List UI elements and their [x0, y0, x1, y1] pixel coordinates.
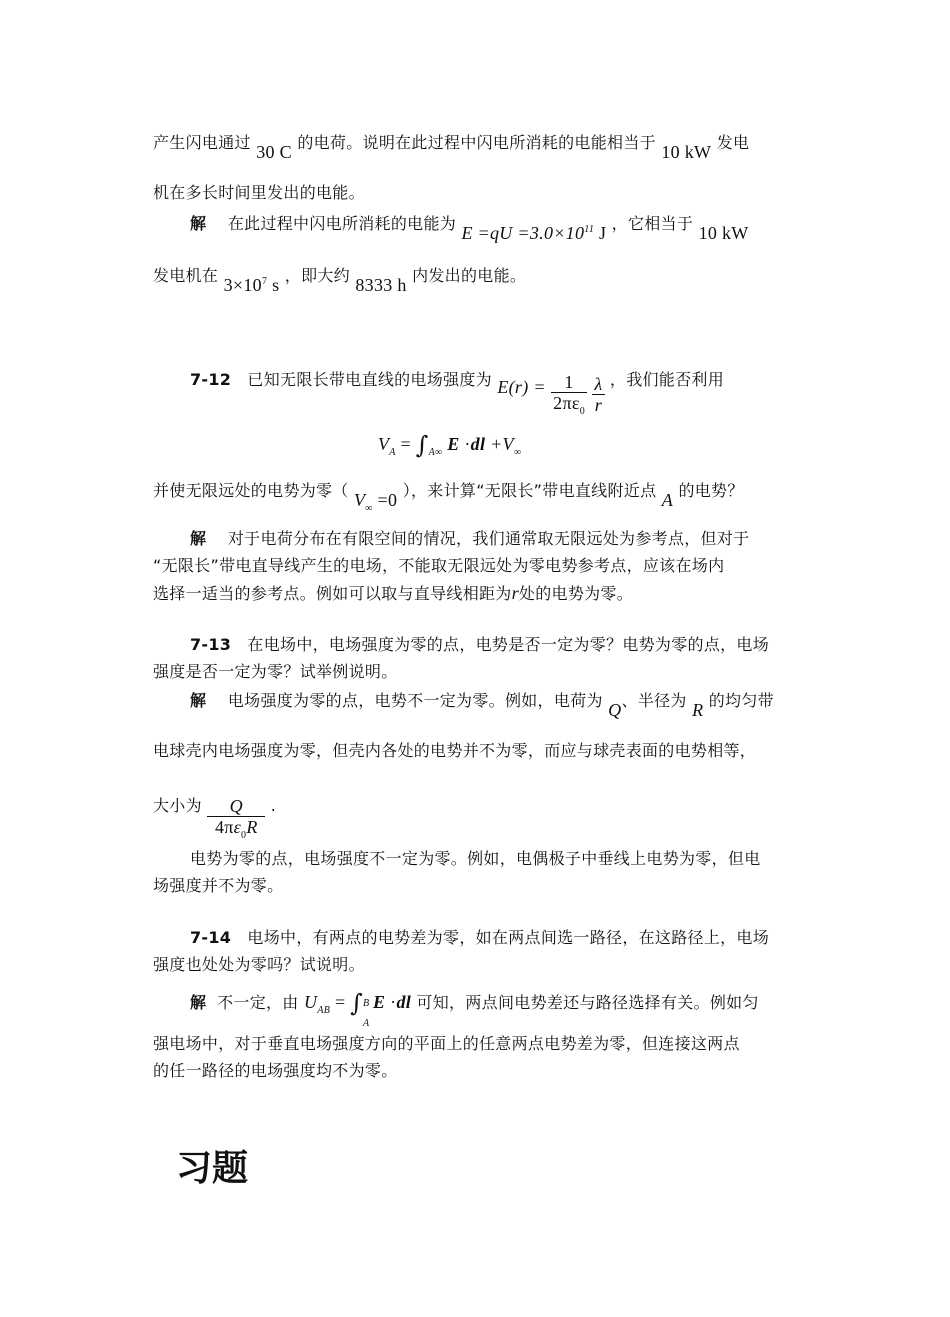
- text: 电场中，有两点的电势差为零，如在两点间选一路径，在这路径上，电场: [247, 928, 770, 947]
- math-charge: 30 C: [256, 142, 292, 162]
- math-hours: 8333 h: [355, 275, 407, 295]
- q12-formula: $V_A = \int_{A\infty}$ $E \cdot dl +V_\infty$: [378, 431, 522, 459]
- q12-line1: [190, 358, 725, 417]
- q12-solution-line1: [190, 529, 749, 549]
- q13-solution-line5: 场强度并不为零。: [153, 876, 284, 895]
- solution-label: 解: [190, 214, 207, 233]
- text: ），来计算“无限长”带电直线附近点: [402, 481, 657, 500]
- text: 对于电荷分布在有限空间的情况，我们通常取无限远处为参考点，但对于: [227, 529, 750, 548]
- text: ，它相当于: [611, 214, 694, 233]
- q14-line1: [190, 928, 769, 948]
- solution-label: 解: [190, 993, 207, 1012]
- text: 发电机在: [153, 266, 219, 285]
- q13-solution-line1: 解 电场强度为零的点，电势不一定为零。例如，电荷为 Q、半径为 R 的均匀带: [190, 691, 774, 720]
- p1-line2: 机在多长时间里发出的电能。: [153, 183, 365, 202]
- q13-solution-line3: 大小为 $\frac{Q}{4\pi\varepsilon_0R}$ .: [153, 796, 277, 841]
- math-v-infinity: $V_\infty =0$: [354, 490, 398, 514]
- q12-solution-line2: “无限长”带电直导线产生的电场，不能取无限远处为零电势参考点，应该在场内: [153, 556, 725, 575]
- math-energy: $E =qU =3.0\times 10^{11}$ J: [461, 223, 607, 243]
- math-power: 10 kW: [698, 223, 749, 243]
- q12-solution-line3: 选择一适当的参考点。例如可以取与直导线相距为r处的电势为零。: [153, 583, 634, 603]
- text: 在此过程中闪电所消耗的电能为: [227, 214, 457, 233]
- fraction-1: $\frac{1}{2\pi\varepsilon_0}$: [553, 372, 586, 417]
- question-number: 7-14: [190, 928, 232, 947]
- text: 发电: [716, 133, 750, 152]
- solution-label: 解: [190, 691, 207, 710]
- fraction-2: $\frac{\lambda}{r}$: [594, 374, 603, 415]
- q13-solution-line2: 电球壳内电场强度为零，但壳内各处的电势并不为零，而应与球壳表面的电势相等，: [153, 741, 757, 760]
- q13-line1: [190, 635, 769, 655]
- q14-solution-line2: 强电场中，对于垂直电场强度方向的平面上的任意两点电势差为零，但连接这两点: [153, 1034, 740, 1053]
- math-lhs: E(r) =: [497, 377, 546, 397]
- q14-solution-line3: 的任一路径的电场强度均不为零。: [153, 1061, 398, 1080]
- question-number: 7-12: [190, 370, 232, 389]
- q14-solution-line1: 解 不一定，由 $U_{AB}$ = ∫ B A E ·dl 可知，两点间电势差还与路径选择有关。例如匀: [190, 989, 759, 1029]
- integral-sign: ∫: [415, 431, 429, 459]
- math-time: $3\times 10^7$ s: [223, 275, 280, 295]
- text: 的电势？: [678, 481, 744, 500]
- text: 的电荷。说明在此过程中闪电所消耗的电能相当于: [297, 133, 656, 152]
- q13-line2: 强度是否一定为零？试举例说明。: [153, 662, 398, 681]
- fraction-potential: $\frac{Q}{4\pi\varepsilon_0R}$: [207, 796, 265, 841]
- text: 大小为: [153, 796, 202, 815]
- text: 内发出的电能。: [412, 266, 527, 285]
- q13-solution-line4: 电势为零的点，电场强度不一定为零。例如，电偶极子中垂线上电势为零，但电: [190, 849, 761, 868]
- text: ，我们能否利用: [609, 370, 725, 389]
- text: 在电场中，电场强度为零的点，电势是否一定为零？电势为零的点，电场: [247, 635, 770, 654]
- question-number: 7-13: [190, 635, 232, 654]
- text: 并使无限远处的电势为零（: [153, 481, 349, 500]
- text: 产生闪电通过: [153, 133, 251, 152]
- math-uab-integral: $U_{AB}$ = ∫ B A E ·dl: [304, 989, 412, 1029]
- math-power: 10 kW: [661, 142, 712, 162]
- text: 已知无限长带电直线的电场强度为: [247, 370, 492, 389]
- p1-solution-line1: [190, 213, 749, 243]
- text: ，即大约: [284, 266, 350, 285]
- math-point-a: A: [661, 490, 674, 510]
- q14-line2: 强度也处处为零吗？试说明。: [153, 955, 365, 974]
- section-heading: 习题: [176, 1148, 249, 1189]
- p1-line1: [153, 132, 750, 162]
- solution-label: 解: [190, 529, 207, 548]
- p1-solution-line2: [153, 265, 527, 295]
- q12-line3: [153, 480, 744, 514]
